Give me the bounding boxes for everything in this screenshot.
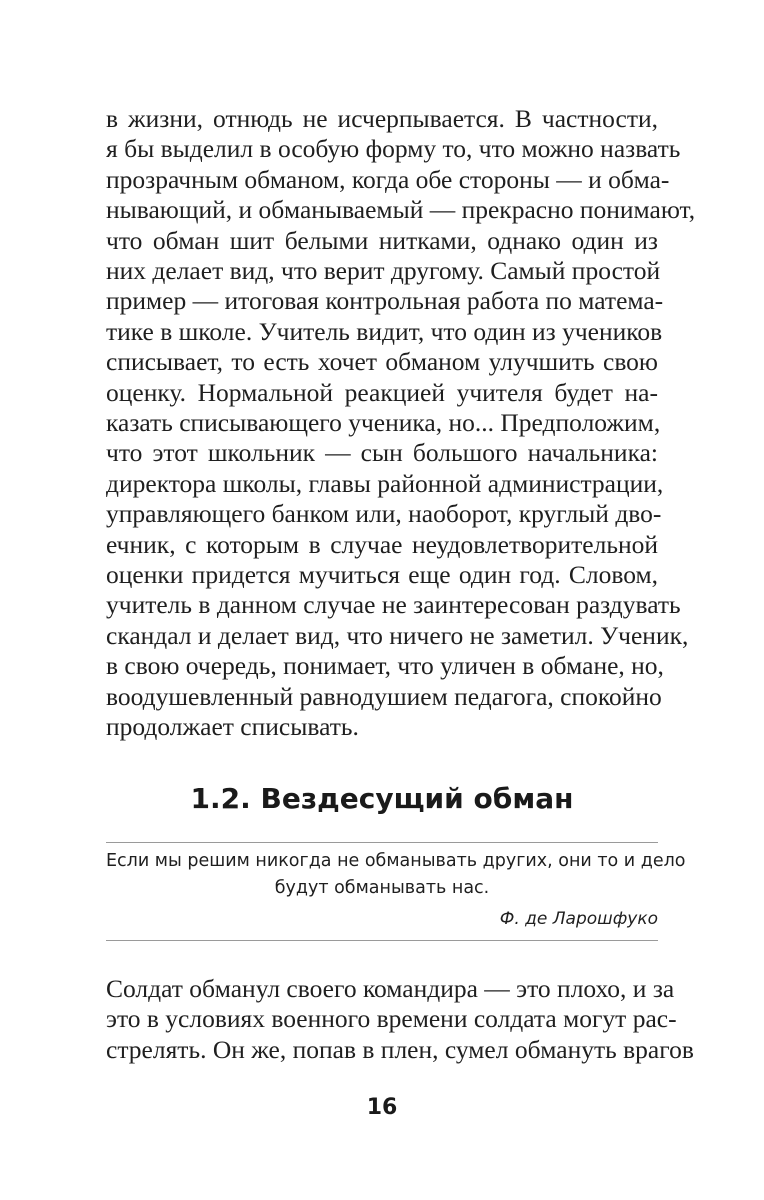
- text-line: списывает, то есть хочет обманом улучшить свою: [106, 347, 658, 377]
- text-line: управляющего банком или, наоборот, круглый дво-: [106, 499, 662, 529]
- text-line: что обман шит белыми нитками, однако один из: [106, 225, 658, 255]
- text-line: скандал и делает вид, что ничего не заметил. Ученик,: [106, 620, 689, 650]
- text-line: ечник, с которым в случае неудовлетворительной: [106, 529, 658, 559]
- text-line: стрелять. Он же, попав в плен, сумел обмануть врагов: [106, 1034, 694, 1064]
- epigraph-author: Ф. де Ларошфуко: [499, 909, 658, 929]
- epigraph-top-rule: [106, 842, 658, 843]
- epigraph-bottom-rule: [106, 940, 658, 941]
- epigraph-line: Если мы решим никогда не обманывать других, они то и дело: [106, 851, 686, 871]
- text-line: оценку. Нормальной реакцией учителя будет на-: [106, 377, 658, 407]
- text-line: учитель в данном случае не заинтересован раздувать: [106, 590, 681, 620]
- text-line: в жизни, отнюдь не исчерпывается. В частности,: [106, 104, 658, 133]
- text-line: продолжает списывать.: [106, 712, 359, 741]
- page-number: 16: [366, 1095, 398, 1120]
- text-line: оценки придется мучиться еще один год. Словом,: [106, 560, 658, 589]
- section-heading: 1.2. Вездесущий обман: [190, 782, 574, 815]
- text-line: пример — итоговая контрольная работа по матема-: [106, 286, 664, 316]
- text-line: нывающий, и обманываемый — прекрасно понимают,: [106, 195, 696, 225]
- text-line: в свою очередь, понимает, что уличен в обмане, но,: [106, 651, 664, 681]
- text-line: воодушевленный равнодушием педагога, спокойно: [106, 681, 662, 711]
- text-line: Солдат обманул своего командира — это плохо, и за: [106, 974, 675, 1003]
- text-line: них делает вид, что верит другому. Самый простой: [106, 256, 661, 285]
- text-line: прозрачным обманом, когда обе стороны — и обма-: [106, 164, 670, 194]
- text-line: я бы выделил в особую форму то, что можно назвать: [106, 134, 681, 164]
- text-line: тике в школе. Учитель видит, что один из учеников: [106, 316, 663, 346]
- text-line: директора школы, главы районной администрации,: [106, 468, 664, 498]
- text-line: это в условиях военного времени солдата могут рас-: [106, 1004, 677, 1034]
- text-line: казать списывающего ученика, но... Предположим,: [106, 408, 661, 437]
- text-line: что этот школьник — сын большого начальника:: [106, 438, 658, 468]
- epigraph-quote: [106, 848, 686, 902]
- epigraph-line: будут обманывать нас.: [274, 878, 490, 898]
